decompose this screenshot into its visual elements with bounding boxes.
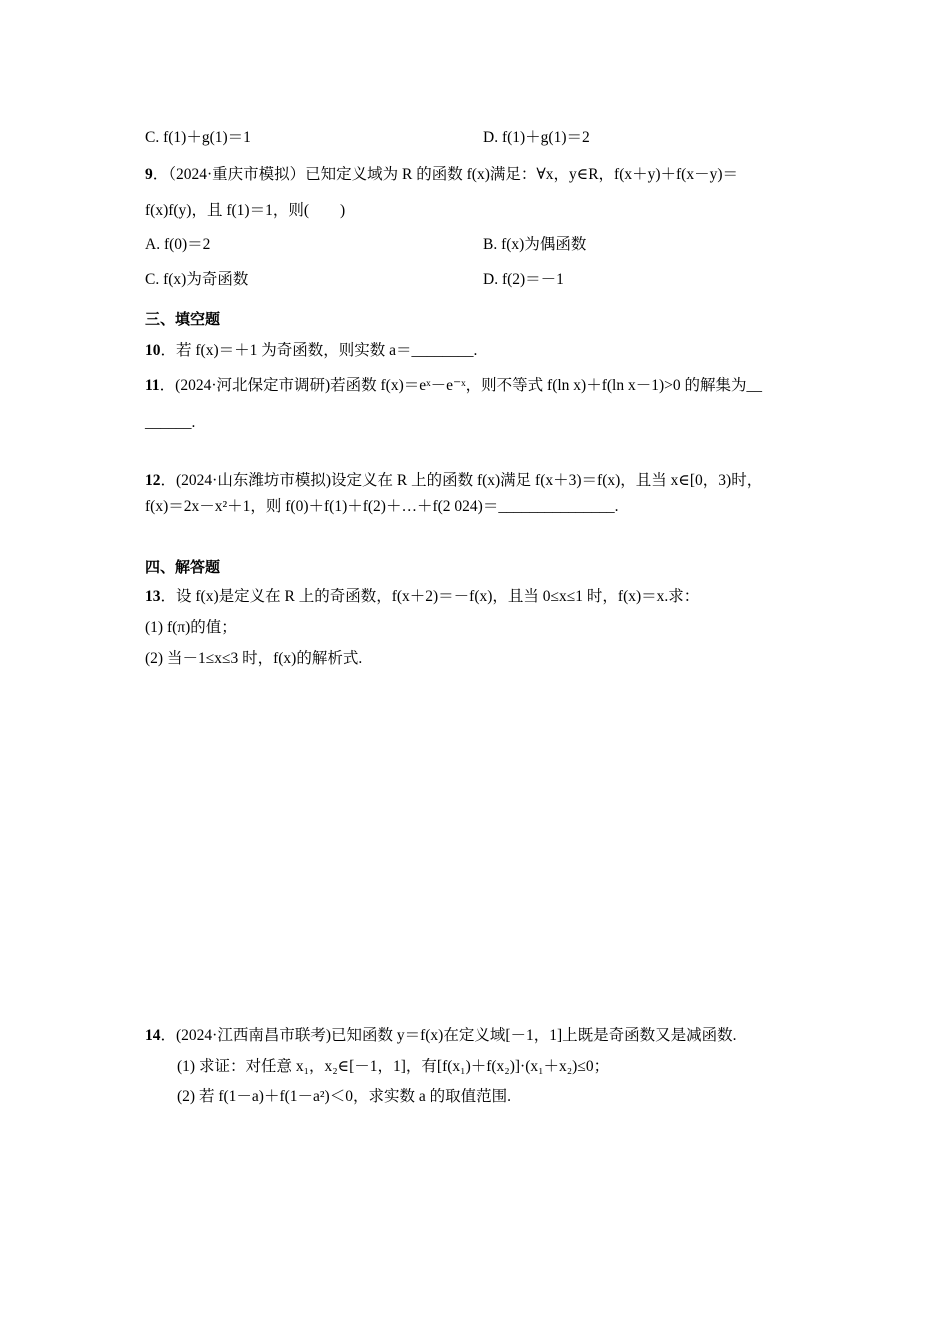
- q14-part2: (2) 若 f(1－a)＋f(1－a²)＜0，求实数 a 的取值范围.: [177, 1088, 511, 1105]
- q10-number: 10: [145, 342, 161, 359]
- q8-option-d: D. f(1)＋g(1)＝2: [483, 129, 590, 146]
- q9-stem-line1: [145, 165, 738, 185]
- q9-text: ．（2024·重庆市模拟）已知定义域为 R 的函数 f(x)满足：∀x，y∈R，f(x＋y)＋f(x－y)＝: [152, 166, 738, 183]
- q10-text: ．若 f(x)＝＋1 为奇函数，则实数 a＝________.: [160, 342, 478, 359]
- section-heading-fill-in: 三、填空题: [145, 310, 221, 328]
- q11-number: 11: [145, 377, 160, 394]
- q13-part1: (1) f(π)的值；: [145, 619, 237, 636]
- q10-stem: [145, 341, 477, 361]
- q14-number: 14: [145, 1027, 161, 1044]
- section-heading-answer: 四、解答题: [145, 558, 221, 576]
- q9-option-d: D. f(2)＝－1: [483, 271, 564, 288]
- q13-part2: (2) 当－1≤x≤3 时，f(x)的解析式.: [145, 650, 363, 667]
- q12-stem-line2: f(x)＝2x－x²＋1，则 f(0)＋f(1)＋f(2)＋…＋f(2 024)＝_______________.: [145, 498, 619, 515]
- q8-option-c: C. f(1)＋g(1)＝1: [145, 129, 251, 146]
- q13-number: 13: [145, 588, 161, 605]
- q9-option-c: C. f(x)为奇函数: [145, 271, 249, 288]
- q12-number: 12: [145, 472, 161, 489]
- q9-number: 9: [145, 166, 153, 183]
- q13-text: ．设 f(x)是定义在 R 上的奇函数，f(x＋2)＝－f(x)，且当 0≤x≤1 时，f(x)＝x.求：: [160, 588, 700, 605]
- q12-stem-line1: [145, 471, 762, 491]
- q9-option-b: B. f(x)为偶函数: [483, 236, 587, 253]
- q13-stem: [145, 587, 699, 607]
- q12-text: ．(2024·山东潍坊市模拟)设定义在 R 上的函数 f(x)满足 f(x＋3)＝f(x)，且当 x∈[0，3)时，: [160, 472, 763, 489]
- q9-option-a: A. f(0)＝2: [145, 236, 211, 253]
- q14-stem: [145, 1026, 737, 1046]
- q11-text: ．(2024·河北保定市调研)若函数 f(x)＝eˣ－e⁻ˣ，则不等式 f(ln x)＋f(ln x－1)>0 的解集为__: [159, 377, 762, 394]
- q11-stem-line1: [145, 376, 762, 396]
- q11-stem-line2: ______.: [145, 414, 196, 431]
- q14-text: ．(2024·江西南昌市联考)已知函数 y＝f(x)在定义域[－1，1]上既是奇函数又是减函数.: [160, 1027, 737, 1044]
- q9-stem-line2: f(x)f(y)，且 f(1)＝1，则( ): [145, 202, 346, 219]
- q14-part1: (1) 求证：对任意 x₁，x₂∈[－1，1]，有[f(x₁)＋f(x₂)]·(x₁＋x₂)≤0；: [177, 1058, 610, 1075]
